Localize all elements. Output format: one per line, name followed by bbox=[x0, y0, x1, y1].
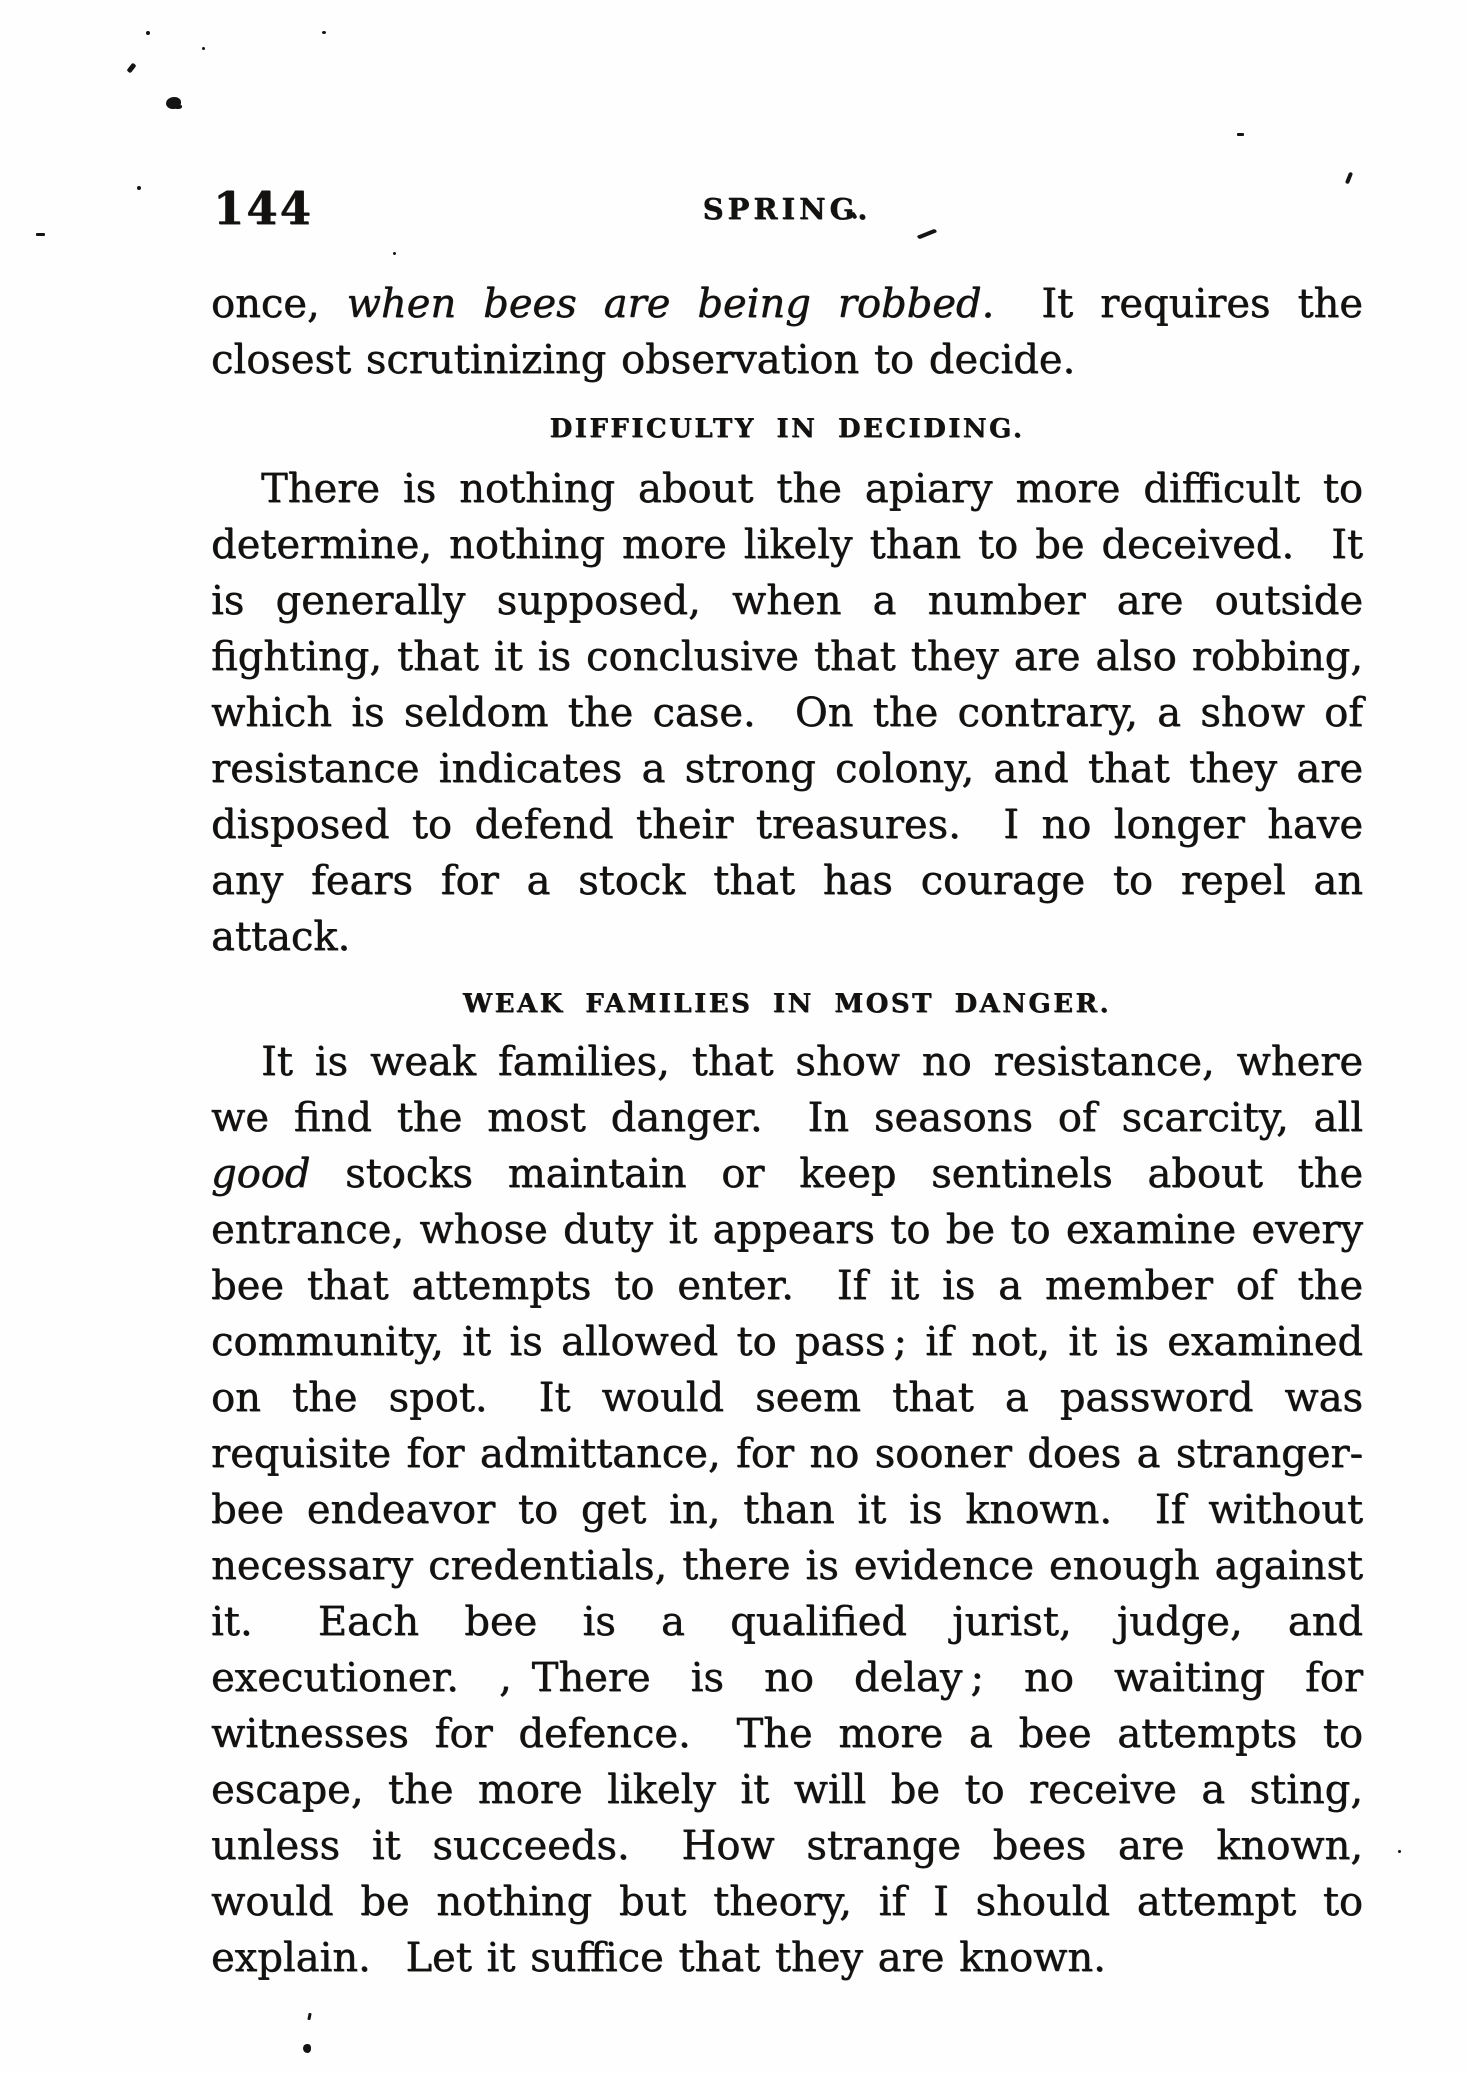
para3-text: It is weak families, that show no resistance, where we find the most danger. In seasons of scarcity, all bbox=[211, 1039, 1363, 1142]
text-column bbox=[211, 276, 1363, 1986]
page-header bbox=[211, 182, 1363, 238]
scan-speck-dot bbox=[146, 31, 150, 35]
paragraph-weak-families bbox=[211, 1034, 1363, 1986]
scan-speck-dash bbox=[1237, 133, 1244, 136]
para3-italic-word: good bbox=[211, 1151, 311, 1198]
section-heading-difficulty-in-deciding: DIFFICULTY IN DECIDING. bbox=[549, 414, 1025, 444]
scan-speck-tick bbox=[307, 2013, 311, 2020]
scan-speck-dot bbox=[137, 186, 141, 190]
scan-speck-dot bbox=[303, 2044, 311, 2053]
para1-text-continued: It requires the closest scrutinizing observation to decide. bbox=[211, 281, 1363, 383]
paragraph-difficulty-in-deciding: There is nothing about the apiary more difficult to determine, nothing more likely than to be deceived. It is generally supposed, when a number are outside fighting, that it is conclusive that they are also robbing, which is seldom the case. On the contrary, a show of resistance indicates a strong colony, and that they are disposed to defend their treasures. I no longer have any fears for a stock that has courage to repel an attack. bbox=[211, 466, 1363, 961]
scan-speck-dot bbox=[393, 252, 396, 255]
scan-speck-dot bbox=[322, 31, 326, 34]
page-number: 144 bbox=[213, 182, 313, 235]
paragraph-continuation bbox=[211, 276, 1363, 388]
section-heading-weak-families: WEAK FAMILIES IN MOST DANGER. bbox=[462, 989, 1112, 1020]
scan-speck-blob bbox=[166, 97, 181, 109]
scan-speck-dot bbox=[1398, 1850, 1401, 1853]
para1-italic-phrase: when bees are being robbed. bbox=[346, 281, 995, 327]
scan-speck-apostrophe bbox=[1345, 172, 1353, 185]
scan-speck-dash bbox=[36, 233, 45, 236]
scan-speck-dot bbox=[202, 47, 205, 50]
para3-text-continued: stocks maintain or keep sentinels about the entrance, whose duty it appears to be to examine every bee that attempts to enter. If it is a member of the community, it is allowed to pass ; if not, it is examined on the spot. It would seem that a password was requisite for admittance, for no sooner does a stranger-bee endeavor to get in, than it is known. If without necessary credentials, there is evidence enough against it. Each bee is a qualified jurist, judge, and executioner. , There is no delay ; no waiting for witnesses for defence. The more a bee attempts to escape, the more likely it will be to receive a sting, unless it succeeds. How strange bees are known, would be nothing but theory, if I should attempt to explain. Let it suffice that they are known. bbox=[211, 1151, 1363, 1982]
scan-speck-slash bbox=[126, 63, 136, 74]
para1-text: once, bbox=[211, 281, 347, 327]
running-title: SPRING. bbox=[702, 192, 872, 226]
